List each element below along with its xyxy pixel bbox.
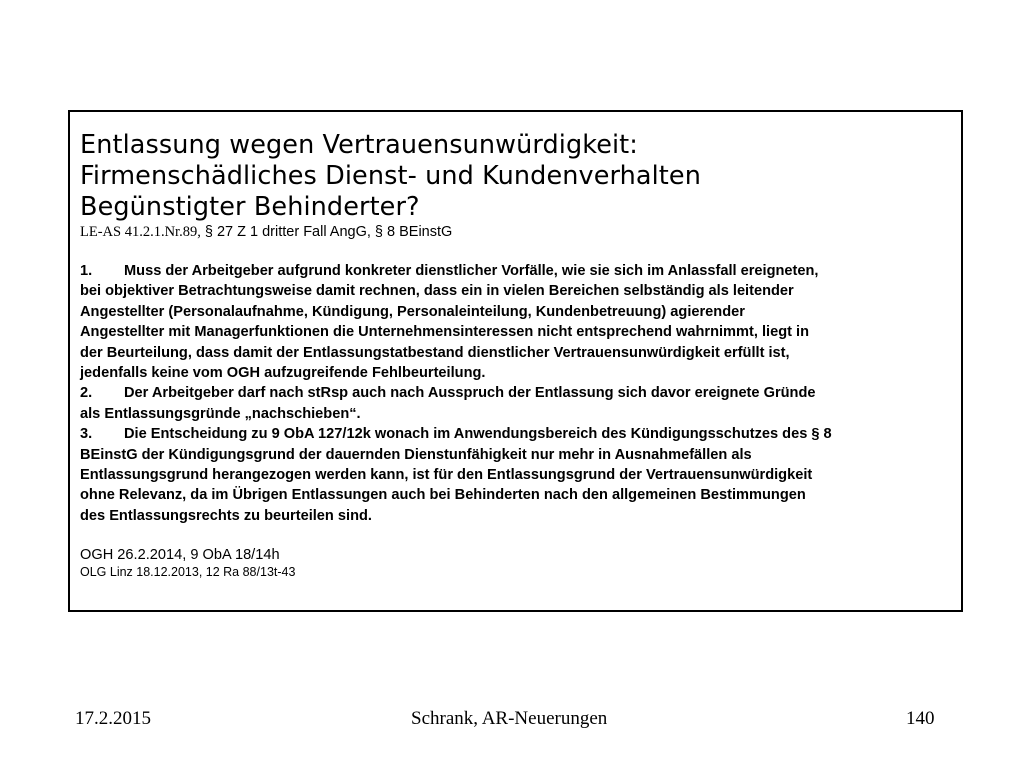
- point-2: [80, 383, 953, 424]
- point-line: Angestellter (Personalaufnahme, Kündigung, Personaleinteilung, Kundenbetreuung) agierender: [80, 303, 745, 320]
- content-inner: [80, 130, 953, 580]
- point-line: [80, 383, 953, 403]
- point-line: Entlassungsgrund herangezogen werden kann, ist für den Entlassungsgrund der Vertrauensunwürdigkeit: [80, 467, 813, 484]
- point-line: bei objektiver Betrachtungsweise damit rechnen, dass ein in vielen Bereichen selbständig als leitender: [80, 283, 794, 300]
- point-line: des Entlassungsrechts zu beurteilen sind.: [80, 507, 372, 524]
- point-line: jedenfalls keine vom OGH aufzugreifende Fehlbeurteilung.: [80, 365, 486, 382]
- point-text: Muss der Arbeitgeber aufgrund konkreter dienstlicher Vorfälle, wie sie sich im Anlassfall ereigneten,: [124, 263, 819, 279]
- point-line: [80, 261, 953, 281]
- citation-supreme-court: OGH 26.2.2014, 9 ObA 18/14h: [80, 547, 280, 564]
- reference-source: LE-AS 41.2.1.Nr.89,: [80, 224, 201, 240]
- point-number: 1.: [80, 263, 93, 279]
- point-3: [80, 424, 953, 526]
- reference-statutes: § 27 Z 1 dritter Fall AngG, § 8 BEinstG: [200, 224, 453, 240]
- point-line: Angestellter mit Managerfunktionen die Unternehmensinteressen nicht entsprechend wahrnimmt, liegt in: [80, 324, 810, 341]
- heading-line-1: Entlassung wegen Vertrauensunwürdigkeit:: [80, 130, 638, 160]
- point-1: [80, 261, 953, 383]
- footer-page-number: 140: [906, 708, 935, 729]
- legal-points: [80, 261, 953, 526]
- point-line: [80, 424, 953, 444]
- point-line: als Entlassungsgründe „nachschieben“.: [80, 405, 361, 422]
- point-number: 2.: [80, 385, 93, 402]
- point-text: Die Entscheidung zu 9 ObA 127/12k wonach im Anwendungsbereich des Kündigungsschutzes des § 8: [124, 426, 832, 443]
- point-line: der Beurteilung, dass damit der Entlassungstatbestand dienstlicher Vertrauensunwürdigkeit erfüllt ist,: [80, 344, 790, 361]
- content-box: [68, 110, 963, 612]
- point-line: ohne Relevanz, da im Übrigen Entlassungen auch bei Behinderten nach den allgemeinen Bestimmungen: [80, 487, 806, 504]
- footer-author-title: Schrank, AR-Neuerungen: [411, 708, 608, 729]
- point-line: BEinstG der Kündigungsgrund der dauernden Dienstunfähigkeit nur mehr in Ausnahmefällen als: [80, 446, 752, 463]
- case-citations: [80, 546, 953, 580]
- citation-lower-court: OLG Linz 18.12.2013, 12 Ra 88/13t-43: [80, 565, 296, 580]
- footer-date: 17.2.2015: [75, 708, 151, 729]
- point-number: 3.: [80, 426, 93, 443]
- heading-line-3: Begünstigter Behinderter?: [80, 192, 420, 222]
- point-text: Der Arbeitgeber darf nach stRsp auch nach Ausspruch der Entlassung sich davor ereignete Gründe: [124, 385, 816, 402]
- heading-line-2: Firmenschädliches Dienst- und Kundenverhalten: [80, 161, 701, 191]
- legal-reference: [80, 223, 953, 241]
